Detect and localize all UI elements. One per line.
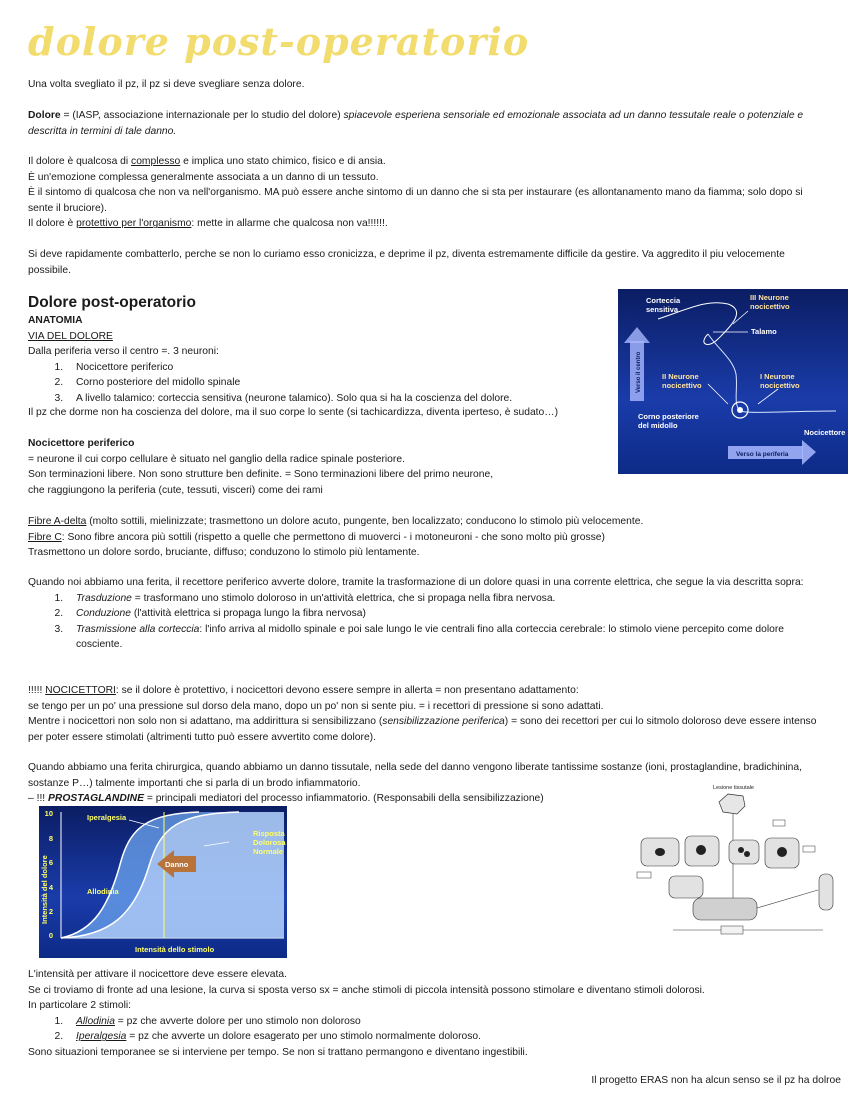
label-talamo: Talamo bbox=[751, 327, 777, 336]
y-tick: 10 bbox=[44, 809, 53, 818]
label-risposta1: Risposta bbox=[253, 829, 285, 838]
noc-line-3: che raggiungono la periferia (cute, tessuti, visceri) come dei rami bbox=[28, 484, 323, 496]
label-verso-centro: Verso il centro bbox=[636, 351, 642, 393]
para-emozione: È un'emozione complessa generalmente associata a un danno di un tessuto. bbox=[28, 171, 379, 183]
x-axis-label: Intensità dello stimolo bbox=[135, 945, 215, 954]
neuron-box bbox=[693, 898, 757, 920]
list-item: 1. Allodinia = pz che avverte dolore per uno stimolo non doloroso bbox=[66, 1014, 828, 1030]
nocicettore-block bbox=[28, 436, 613, 498]
label-verso-periferia: Verso la periferia bbox=[736, 451, 789, 458]
via-dolore-label: VIA DEL DOLORE bbox=[28, 330, 113, 342]
cell-nucleus bbox=[777, 847, 787, 857]
fibre-c2: Trasmettono un dolore sordo, bruciante, diffuso; conduzono lo stimolo più lentamente. bbox=[28, 547, 420, 559]
cell-nucleus bbox=[655, 848, 665, 856]
spinal-box bbox=[819, 874, 833, 910]
label-n2b: nocicettivo bbox=[662, 381, 702, 390]
int-line-1: L'intensità per attivare il nocicettore deve essere elevata. bbox=[28, 969, 287, 980]
fibre-a: Fibre A-delta (molto sottili, mielinizzate; trasmettono un dolore acuto, pungente, ben localizzato; conducono lo stimolo più velocemente. bbox=[28, 516, 644, 527]
def-label: Dolore bbox=[28, 110, 61, 121]
label-corno2: del midollo bbox=[638, 421, 678, 430]
list-item: 3. A livello talamico: corteccia sensitiva (neurone talamico). Solo qua si ha la coscienza del dolore. bbox=[66, 391, 613, 407]
noc-title: Nocicettore periferico bbox=[28, 438, 135, 449]
pz-dorme: Il pz che dorme non ha coscienza del dolore, ma il suo corpe lo sente (si tachicardizza, diventa iperteso, è sudato…) bbox=[28, 407, 558, 418]
noci-line-2: se tengo per un po' una pressione sul dorso dela mano, dopo un po' non si sente piu. = i recettori di pressione si sono adattati. bbox=[28, 700, 604, 712]
y-tick: 0 bbox=[48, 931, 53, 940]
label-corno1: Corno posteriore bbox=[638, 412, 699, 421]
small-box bbox=[637, 872, 651, 878]
cell-nucleus bbox=[738, 847, 744, 853]
n2-pointer bbox=[708, 384, 728, 404]
intro-paragraphs bbox=[28, 154, 828, 232]
para-protettivo: Il dolore è protettivo per l'organismo: mette in allarme che qualcosa non va!!!!!!. bbox=[28, 218, 388, 230]
curve-figure bbox=[39, 806, 287, 958]
label-n1b: nocicettivo bbox=[760, 381, 800, 390]
para-complesso: Il dolore è qualcosa di complesso e implica uno stato chimico, fisico e di ansia. bbox=[28, 156, 386, 167]
noc-line-2: Son terminazioni libere. Non sono strutture ben definite. = Sono terminazioni libere del primo neurone, bbox=[28, 469, 494, 481]
ferita-text: Quando noi abbiamo una ferita, il recettore periferico avverte dolore, tramite la trasformazione di un dolore quasi in una corrente elettrica, che segue la via descritta sopra: bbox=[28, 577, 804, 588]
cell-box bbox=[669, 876, 703, 898]
label-risposta2: Dolorosa bbox=[253, 838, 286, 847]
small-box bbox=[803, 846, 815, 852]
list-item: 2. Corno posteriore del midollo spinale bbox=[66, 375, 613, 391]
label-allodinia: Allodinia bbox=[87, 887, 119, 896]
y-tick: 6 bbox=[48, 858, 53, 867]
list-item: 3. Trasmissione alla corteccia: l'info arriva al midollo spinale e poi sale lungo le vie centrali fino alla corteccia cerebrale: lo stimolo viene percepito come dolore cosciente. bbox=[66, 622, 828, 653]
definition bbox=[28, 108, 828, 139]
intro-text: Una volta svegliato il pz, il pz si deve svegliare senza dolore. bbox=[28, 79, 305, 90]
label-iperalgesia: Iperalgesia bbox=[87, 813, 127, 822]
n1-pointer bbox=[758, 389, 778, 404]
noci-line-1: !!!!! NOCICETTORI: se il dolore è protettivo, i nocicettori devono essere sempre in allerta = non presentano adattamento: bbox=[28, 685, 579, 696]
verso-periferia-arrow-head bbox=[802, 440, 816, 465]
def-mid: = (IASP, associazione internazionale per lo studio del dolore) bbox=[60, 110, 344, 121]
y-tick: 2 bbox=[48, 907, 53, 916]
list-item: 2. Iperalgesia = pz che avverte un dolore esagerato per uno stimolo normalmente doloroso. bbox=[66, 1029, 828, 1045]
label-n3a: III Neurone bbox=[750, 293, 789, 302]
label-nocicettore: Nocicettore bbox=[804, 428, 846, 437]
int-line-4: Sono situazioni temporanee se si interviene per tempo. Se non si trattano permangono e diventano ingestibili. bbox=[28, 1046, 528, 1058]
small-box bbox=[773, 820, 785, 826]
fasi-list bbox=[28, 591, 828, 653]
y-tick: 4 bbox=[48, 883, 53, 892]
def-italic: spiacevole esperiena sensoriale ed emozionale associata ad un danno tessutale reale o potenziale e descritta in termini di tale danno. bbox=[28, 110, 804, 137]
y-axis-label: Intensità del dolore bbox=[40, 855, 49, 924]
label-corteccia: Corteccia bbox=[646, 296, 681, 305]
flow-line bbox=[757, 890, 818, 908]
pain-pathway-diagram bbox=[618, 289, 848, 474]
para-combattere: Si deve rapidamente combatterlo, perche se non lo curiamo esso cronicizza, e deprime il pz, diventa estremamente difficile da gestire. Va aggredito il piu velocemente possibile. bbox=[28, 249, 785, 276]
footer-note: Il progetto ERAS non ha alcun senso se il pz ha dolroe bbox=[591, 1075, 841, 1086]
fibre-c: Fibre C: Sono fibre ancora più sottili (rispetto a quelle che permettono di muoverci - i motoneuroni - che sono molto più grosse) bbox=[28, 531, 605, 543]
small-box bbox=[721, 926, 743, 934]
label-n1a: I Neurone bbox=[760, 372, 795, 381]
verso-centro-arrow-head bbox=[624, 327, 650, 343]
ferita-block bbox=[28, 575, 828, 653]
para-sintomo: È il sintomo di qualcosa che non va nell'organismo. MA può essere anche sintomo di un danno che si sta per instaurare (es allontanamento mano da fiamma; solo dopo si sente il bruciore). bbox=[28, 187, 803, 214]
label-danno: Danno bbox=[165, 860, 189, 869]
y-tick: 8 bbox=[48, 834, 53, 843]
page-title: dolore post-operatorio bbox=[28, 19, 530, 64]
section-heading: Dolore post-operatorio bbox=[28, 294, 196, 311]
label-sensitiva: sensitiva bbox=[646, 305, 679, 314]
label-n2a: II Neurone bbox=[662, 372, 699, 381]
pain-pathway-figure bbox=[618, 289, 848, 474]
cell-nucleus bbox=[744, 851, 750, 857]
label-lesione: Lesione tissutale bbox=[713, 785, 754, 791]
noc-line-1: = neurone il cui corpo cellulare è situato nel ganglio della radice spinale posteriore. bbox=[28, 453, 405, 465]
curve-chart bbox=[39, 806, 287, 958]
lesion-shape bbox=[719, 794, 745, 814]
spinal-node-center bbox=[737, 407, 743, 413]
noci-line-3: Mentre i nocicettori non solo non si adattano, ma addirittura si sensibilizzano (sensibilizzazione periferica) = sono dei recettori per cui lo sitmolo doloroso deve essere intenso per poter essere stimolati (altrimenti tutto può essere avvertito come dolore). bbox=[28, 716, 817, 743]
int-line-3: In particolare 2 stimoli: bbox=[28, 1000, 132, 1012]
int-line-2: Se ci troviamo di fronte ad una lesione, la curva si sposta verso sx = anche stimoli di piccola intensità possono stimolare e diventano stimoli dolorosi. bbox=[28, 984, 705, 996]
list-item: 1. Nocicettore periferico bbox=[66, 360, 613, 376]
inflammation-figure bbox=[633, 780, 848, 946]
inflammation-diagram bbox=[633, 780, 848, 946]
intensita-block bbox=[28, 967, 828, 1061]
fibre-block bbox=[28, 514, 828, 561]
anatomia-label: ANATOMIA bbox=[28, 315, 83, 326]
label-n3b: nocicettivo bbox=[750, 302, 790, 311]
stimoli-list bbox=[28, 1014, 828, 1045]
neuron-list bbox=[28, 360, 613, 407]
nocicettori-block bbox=[28, 683, 828, 745]
anatomy-block bbox=[28, 313, 613, 407]
via-intro: Dalla periferia verso il centro =. 3 neuroni: bbox=[28, 346, 219, 358]
cell-nucleus bbox=[696, 845, 706, 855]
label-risposta3: Normale bbox=[253, 847, 284, 856]
list-item: 2. Conduzione (l'attività elettrica si propaga lungo la fibra nervosa) bbox=[66, 606, 828, 622]
chir-text: Quando abbiamo una ferita chirurgica, quando abbiamo un danno tissutale, nella sede del danno vengono liberate tantissime sostanze (ioni, prostaglandine, bradichinina, sostanze P…) talmente importanti che si parla di un brodo infiammatorio. bbox=[28, 762, 802, 789]
prostaglandine: – !!! PROSTAGLANDINE = principali mediatori del processo infiammatorio. (Responsabili della sensibilizzazione) bbox=[28, 793, 544, 805]
list-item: 1. Trasduzione = trasformano uno stimolo doloroso in un'attività elettrica, che si propaga nella fibra nervosa. bbox=[66, 591, 828, 607]
cell-box bbox=[729, 840, 759, 864]
